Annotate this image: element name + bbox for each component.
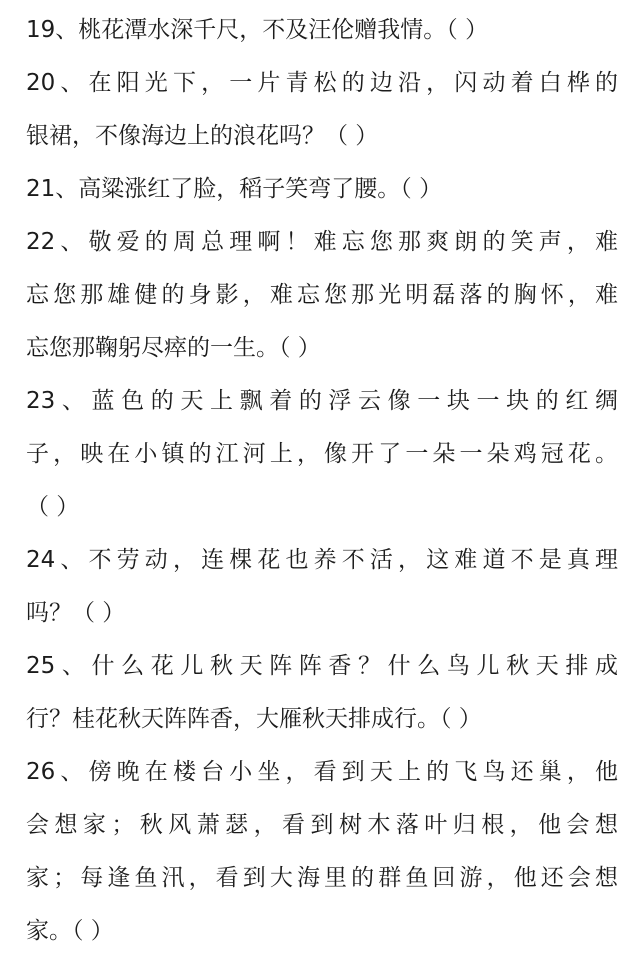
text-line-24a: 24、不劳动，连棵花也养不活，这难道不是真理 [26, 547, 618, 573]
text-line-21: 21、高粱涨红了脸，稻子笑弯了腰。（ ） [26, 176, 443, 202]
text-line-25a: 25、什么花儿秋天阵阵香？什么鸟儿秋天排成 [26, 653, 618, 679]
text-line-20a: 20、在阳光下，一片青松的边沿，闪动着白桦的 [26, 70, 618, 96]
text-line-22a: 22、敬爱的周总理啊！难忘您那爽朗的笑声，难 [26, 229, 618, 255]
text-line-26d: 家。（ ） [26, 918, 114, 944]
text-line-22b: 忘您那雄健的身影，难忘您那光明磊落的胸怀，难 [26, 282, 618, 308]
text-line-23b: 子，映在小镇的江河上，像开了一朵一朵鸡冠花。 [26, 441, 618, 467]
text-line-23c: （ ） [26, 494, 80, 520]
text-line-20b: 银裙，不像海边上的浪花吗？（ ） [26, 123, 379, 149]
text-line-26b: 会想家；秋风萧瑟，看到树木落叶归根，他会想 [26, 812, 618, 838]
text-line-24b: 吗？（ ） [26, 600, 126, 626]
text-line-26c: 家；每逢鱼汛，看到大海里的群鱼回游，他还会想 [26, 865, 618, 891]
text-line-22c: 忘您那鞠躬尽瘁的一生。（ ） [26, 335, 321, 361]
text-line-19: 19、桃花潭水深千尺，不及汪伦赠我情。（ ） [26, 17, 489, 43]
text-line-25b: 行？桂花秋天阵阵香，大雁秋天排成行。（ ） [26, 706, 482, 732]
text-line-26a: 26、傍晚在楼台小坐，看到天上的飞鸟还巢，他 [26, 759, 618, 785]
text-line-23a: 23、蓝色的天上飘着的浮云像一块一块的红绸 [26, 388, 618, 414]
